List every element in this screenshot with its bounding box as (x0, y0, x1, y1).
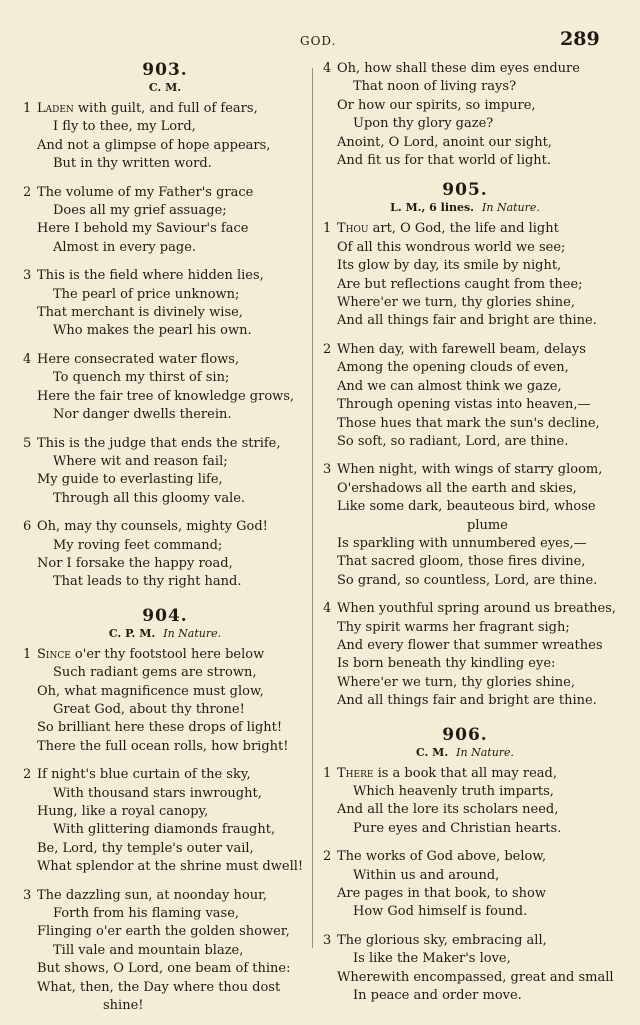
verse-line: Through all this gloomy vale. (53, 490, 246, 506)
stanza-number: 1 (323, 765, 332, 781)
verse-line: Who makes the pearl his own. (53, 323, 252, 339)
stanza-number: 6 (23, 519, 32, 535)
stanza-number: 3 (323, 462, 332, 478)
verse-line: And every flower that summer wreathes (337, 637, 603, 653)
verse-line: Oh, may thy counsels, mighty God! (37, 519, 268, 535)
verse-line: I fly to thee, my Lord, (53, 119, 196, 135)
verse-line: And we can almost think we gaze, (337, 378, 562, 394)
verse-line: Here consecrated water flows, (37, 351, 240, 367)
verse-line: Are but reflections caught from thee; (337, 276, 583, 292)
verse-line: The glorious sky, embracing all, (337, 932, 547, 948)
verse-line: Where'er we turn, thy glories shine, (337, 674, 575, 690)
verse-line: Oh, how shall these dim eyes endure (337, 61, 580, 76)
verse-line: Upon thy glory gaze? (353, 116, 494, 132)
page-header (0, 0, 640, 60)
column-divider (312, 68, 313, 948)
verse-line: Anoint, O Lord, anoint our sight, (337, 134, 552, 150)
verse-line: This is the field where hidden lies, (37, 268, 264, 284)
meter-note: In Nature. (482, 201, 540, 215)
stanza-number: 2 (23, 184, 32, 200)
verse-line: Among the opening clouds of even, (337, 360, 569, 376)
stanza-number: 2 (23, 767, 32, 783)
stanza (320, 932, 614, 1006)
stanza-number: 1 (23, 101, 32, 116)
hymn-number: 903. (142, 60, 188, 80)
stanza-number: 3 (323, 932, 332, 948)
stanza (320, 848, 610, 922)
running-title: GOD. (300, 34, 337, 48)
left-column (20, 60, 310, 1025)
verse-line: Of all this wondrous world we see; (337, 239, 566, 255)
verse-line: And fit us for that world of light. (337, 153, 552, 169)
meter-label: C. M. (148, 81, 182, 94)
stanza (320, 341, 610, 451)
verse-line: Does all my grief assuage; (53, 203, 227, 219)
verse-line: When night, with wings of starry gloom, (337, 462, 603, 478)
verse-line: With glittering diamonds fraught, (53, 822, 276, 838)
verse-line: shine! (103, 998, 144, 1014)
right-column (320, 60, 616, 1015)
line-text: is a book that all may read, (373, 765, 557, 781)
first-word: There (337, 765, 374, 781)
stanza (20, 887, 310, 1016)
verse-line: To quench my thirst of sin; (53, 370, 230, 386)
meter-label: L. M., 6 lines. (390, 201, 475, 215)
verse-line: And all the lore its scholars need, (337, 802, 559, 818)
stanza-number: 3 (23, 887, 32, 903)
stanza-number: 2 (323, 849, 332, 865)
verse-line: How God himself is found. (353, 904, 528, 920)
stanza-number: 4 (23, 351, 32, 367)
verse-line: And not a glimpse of hope appears, (37, 137, 271, 153)
verse-line: If night's blue curtain of the sky, (37, 767, 251, 783)
first-word: Thou (337, 221, 369, 237)
verse-line: And all things fair and bright are thine. (337, 313, 597, 329)
verse-line: There the full ocean rolls, how bright! (37, 738, 289, 754)
first-word: Since (37, 646, 71, 662)
verse-line: Is sparkling with unnumbered eyes,— (337, 535, 587, 551)
stanza (20, 646, 310, 756)
stanza-number: 4 (323, 601, 332, 617)
verse-line: O'ershadows all the earth and skies, (337, 480, 577, 496)
verse-line (37, 100, 310, 118)
meter-label: C. P. M. (108, 626, 156, 640)
verse-line (337, 220, 610, 238)
verse-line: Through opening vistas into heaven,— (337, 397, 591, 413)
page-number: 289 (560, 28, 600, 50)
hymn-meter (20, 626, 310, 642)
verse-line: Forth from his flaming vase, (53, 906, 240, 922)
verse-line: Within us and around, (353, 867, 500, 883)
stanza-number: 1 (23, 646, 32, 662)
stanza-continued (320, 60, 610, 170)
verse-line: But shows, O Lord, one beam of thine: (37, 961, 291, 977)
hymn-number: 905. (442, 180, 488, 201)
verse-line: My guide to everlasting life, (37, 472, 223, 488)
verse-line: Pure eyes and Christian hearts. (353, 820, 562, 836)
hymn-number: 906. (442, 724, 488, 745)
verse-line: Where'er we turn, thy glories shine, (337, 295, 575, 311)
stanza-number: 1 (323, 221, 332, 237)
verse-line: So grand, so countless, Lord, are thine. (337, 572, 598, 588)
verse-line: That merchant is divinely wise, (37, 305, 243, 321)
stanza (20, 435, 310, 509)
verse-line: My roving feet command; (53, 537, 223, 553)
verse-line: Here I behold my Saviour's face (37, 221, 249, 237)
hymn-905 (320, 180, 616, 710)
meter-label: C. M. (415, 745, 449, 759)
verse-line: Which heavenly truth imparts, (353, 784, 554, 799)
verse-line: With thousand stars inwrought, (53, 785, 262, 801)
hymn-906 (320, 724, 614, 1006)
hymn-903 (20, 60, 310, 592)
hymn-meter (320, 200, 610, 216)
verse-line: The works of God above, below, (337, 849, 547, 865)
stanza-number: 5 (23, 435, 32, 451)
verse-line: plume (467, 517, 508, 533)
verse-line: Wherewith encompassed, great and small (337, 969, 614, 985)
verse-line: So soft, so radiant, Lord, are thine. (337, 433, 569, 449)
verse-line: Is like the Maker's love, (353, 951, 511, 967)
verse-line: Or how our spirits, so impure, (337, 97, 536, 113)
stanza-number: 4 (323, 61, 332, 76)
hymn-meter (320, 745, 610, 761)
hymn-number: 904. (142, 605, 188, 626)
line-text: with guilt, and full of fears, (73, 101, 258, 116)
verse-line: The dazzling sun, at noonday hour, (37, 887, 268, 903)
verse-line (37, 646, 310, 664)
verse-line: Oh, what magnificence must glow, (37, 683, 264, 699)
verse-line: Nor I forsake the happy road, (37, 555, 233, 571)
verse-line: That leads to thy right hand. (53, 574, 242, 590)
stanza (20, 766, 310, 876)
verse-line (337, 765, 610, 783)
hymn-meter (20, 80, 310, 96)
verse-line: This is the judge that ends the strife, (37, 435, 281, 451)
verse-line: When day, with farewell beam, delays (337, 341, 586, 357)
stanza (20, 351, 310, 425)
verse-line: Here the fair tree of knowledge grows, (37, 388, 295, 404)
verse-line: Be, Lord, thy temple's outer vail, (37, 840, 254, 856)
verse-line: What, then, the Day where thou dost (37, 979, 281, 995)
verse-line: Nor danger dwells therein. (53, 407, 232, 423)
verse-line: The volume of my Father's grace (37, 184, 254, 200)
verse-line: And all things fair and bright are thine. (337, 693, 597, 709)
stanza (320, 461, 610, 590)
stanza (320, 220, 610, 330)
hymn-904 (20, 606, 310, 1016)
stanza-number: 2 (323, 341, 332, 357)
verse-line: Great God, about thy throne! (53, 701, 245, 717)
verse-line: Those hues that mark the sun's decline, (337, 415, 600, 431)
stanza (320, 765, 610, 839)
meter-note: In Nature. (163, 626, 222, 640)
verse-line: Till vale and mountain blaze, (53, 942, 244, 958)
verse-line: When youthful spring around us breathes, (337, 601, 616, 617)
verse-line: Are pages in that book, to show (337, 886, 546, 902)
verse-line: But in thy written word. (53, 156, 212, 172)
verse-line: Where wit and reason fail; (53, 453, 228, 469)
first-word: Laden (37, 101, 74, 116)
line-text: o'er thy footstool here below (70, 646, 265, 662)
stanza (20, 267, 310, 341)
verse-line: Such radiant gems are strown, (53, 665, 257, 681)
stanza (20, 100, 310, 174)
meter-note: In Nature. (456, 745, 515, 759)
verse-line: That noon of living rays? (353, 79, 517, 95)
verse-line: Hung, like a royal canopy, (37, 804, 209, 819)
verse-line: Thy spirit warms her fragrant sigh; (337, 619, 570, 635)
verse-line: The pearl of price unknown; (53, 286, 240, 302)
stanza (320, 600, 616, 710)
verse-line: Almost in every page. (53, 239, 197, 255)
stanza (20, 518, 310, 592)
stanza (20, 184, 310, 258)
verse-line: In peace and order move. (353, 988, 522, 1004)
verse-line: Its glow by day, its smile by night, (337, 258, 562, 274)
verse-line: That sacred gloom, those fires divine, (337, 554, 586, 570)
verse-line: What splendor at the shrine must dwell! (37, 859, 304, 875)
verse-line: Is born beneath thy kindling eye: (337, 656, 556, 672)
verse-line: Flinging o'er earth the golden shower, (37, 924, 290, 940)
stanza-number: 3 (23, 268, 32, 284)
verse-line: Like some dark, beauteous bird, whose (337, 499, 596, 515)
verse-line: So brilliant here these drops of light! (37, 720, 283, 736)
line-text: art, O God, the life and light (368, 221, 559, 237)
